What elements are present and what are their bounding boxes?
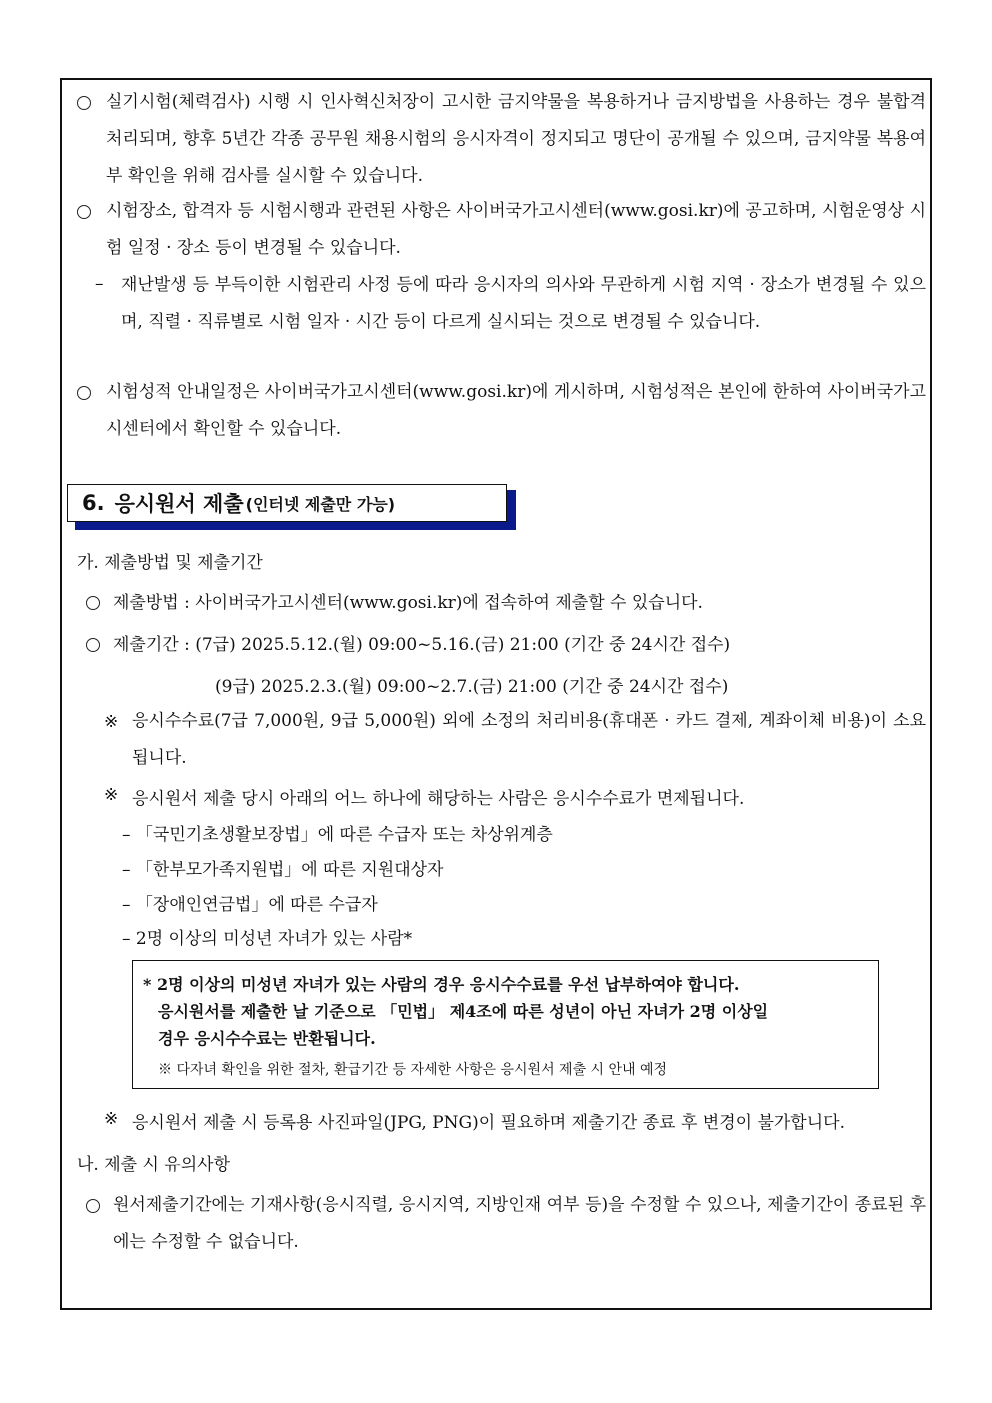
- subheading-na: 나. 제출 시 유의사항: [77, 1155, 230, 1175]
- exempt-item-text: 「장애인연금법」에 따른 수급자: [135, 895, 378, 915]
- fee-note: 응시수수료(7급 7,000원, 9급 5,000원) 외에 소정의 처리비용(휴대폰 · 카드 결제, 계좌이체 비용)이 소요됩니다.: [132, 711, 926, 768]
- submit-method: 제출방법 : 사이버국가고시센터(www.gosi.kr)에 접속하여 제출할 수 있습니다.: [113, 593, 703, 613]
- bullet-disaster-change: 재난발생 등 부득이한 시험관리 사정 등에 따라 응시자의 의사와 무관하게 시험 지역 · 장소가 변경될 수 있으며, 직렬 · 직류별로 시험 일자 · 시간 등이 다르게 실시되는 것으로 변경될 수 있습니다.: [121, 275, 926, 332]
- box-line-2: 응시원서를 제출한 날 기준으로 「민법」 제4조에 따른 성년이 아닌 자녀가 2명 이상일: [158, 1002, 769, 1021]
- exempt-item-text: 「국민기초생활보장법」에 따른 수급자 또는 차상위계층: [135, 825, 553, 845]
- submit-period-9: (9급) 2025.2.3.(월) 09:00~2.7.(금) 21:00 (기간 중 24시간 접수): [215, 677, 729, 697]
- section-title: 응시원서 제출: [114, 492, 244, 516]
- multi-child-note-box: [132, 960, 879, 1089]
- photo-note: 응시원서 제출 시 등록용 사진파일(JPG, PNG)이 필요하며 제출기간 종료 후 변경이 불가합니다.: [132, 1113, 845, 1133]
- box-line-4: ※ 다자녀 확인을 위한 절차, 환급기간 등 자세한 사항은 응시원서 제출 시 안내 예정: [158, 1062, 668, 1078]
- exempt-item: – 「한부모가족지원법」에 따른 지원대상자: [122, 860, 444, 880]
- reference-mark: ※: [104, 785, 119, 805]
- exempt-item: – 「장애인연금법」에 따른 수급자: [122, 895, 378, 915]
- bullet-score-notice: 시험성적 안내일정은 사이버국가고시센터(www.gosi.kr)에 게시하며, 시험성적은 본인에 한하여 사이버국가고시센터에서 확인할 수 있습니다.: [106, 382, 926, 439]
- reference-mark: ※: [104, 1109, 119, 1129]
- section-number: 6.: [82, 491, 105, 515]
- submit-period-7: 제출기간 : (7급) 2025.5.12.(월) 09:00~5.16.(금) 21:00 (기간 중 24시간 접수): [113, 635, 731, 655]
- exempt-item-text: 「한부모가족지원법」에 따른 지원대상자: [135, 860, 444, 880]
- section-subtitle: (인터넷 제출만 가능): [245, 494, 396, 514]
- dash-mark: –: [95, 274, 104, 294]
- box-line-3: 경우 응시수수료는 반환됩니다.: [158, 1029, 376, 1048]
- bullet-doping: 실기시험(체력검사) 시행 시 인사혁신처장이 고시한 금지약물을 복용하거나 금지방법을 사용하는 경우 불합격 처리되며, 향후 5년간 각종 공무원 채용시험의 응시자격이 정지되고 명단이 공개될 수 있으며, 금지약물 복용여부 확인을 위해 검사를 실시할 수 있습니다.: [106, 92, 926, 186]
- exempt-note: 응시원서 제출 당시 아래의 어느 하나에 해당하는 사람은 응시수수료가 면제됩니다.: [132, 789, 745, 809]
- exempt-item: – 「국민기초생활보장법」에 따른 수급자 또는 차상위계층: [122, 825, 553, 845]
- subheading-ga: 가. 제출방법 및 제출기간: [77, 553, 263, 573]
- bullet-venue-notice: 시험장소, 합격자 등 시험시행과 관련된 사항은 사이버국가고시센터(www.gosi.kr)에 공고하며, 시험운영상 시험 일정 · 장소 등이 변경될 수 있습니다.: [106, 201, 926, 258]
- section-heading: [67, 484, 518, 530]
- bullet-circle-icon: [86, 1198, 100, 1218]
- bullet-circle-icon: [86, 637, 100, 657]
- bullet-circle-icon: [77, 204, 91, 224]
- bullet-circle-icon: [77, 385, 91, 405]
- section-heading-box: [67, 484, 507, 522]
- reference-mark: ※: [104, 712, 119, 732]
- exempt-item: – 2명 이상의 미성년 자녀가 있는 사람*: [122, 929, 413, 949]
- caution-item: 원서제출기간에는 기재사항(응시직렬, 응시지역, 지방인재 여부 등)을 수정할 수 있으나, 제출기간이 종료된 후에는 수정할 수 없습니다.: [113, 1195, 926, 1252]
- bullet-circle-icon: [86, 595, 100, 615]
- exempt-item-text: 2명 이상의 미성년 자녀가 있는 사람*: [135, 929, 413, 949]
- box-line-1: * 2명 이상의 미성년 자녀가 있는 사람의 경우 응시수수료를 우선 납부하여야 합니다.: [143, 975, 740, 994]
- bullet-circle-icon: [77, 95, 91, 115]
